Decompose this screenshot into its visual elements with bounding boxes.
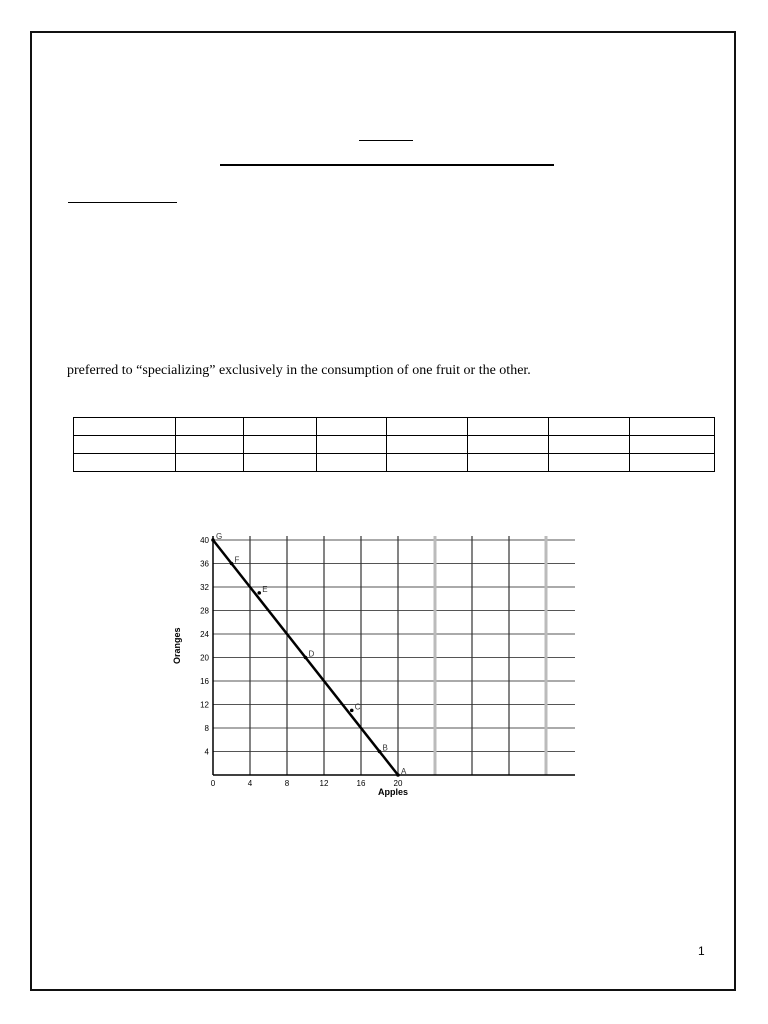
table-row xyxy=(74,454,715,472)
table-cell xyxy=(387,454,468,472)
page-number: 1 xyxy=(698,944,705,958)
point-b-label: B xyxy=(382,743,388,753)
point-c-marker xyxy=(350,709,354,713)
table-cell xyxy=(630,418,715,436)
point-e-marker xyxy=(257,591,261,595)
table-row xyxy=(74,436,715,454)
point-g-marker xyxy=(211,538,215,542)
table-cell xyxy=(630,454,715,472)
y-tick-label: 24 xyxy=(200,630,209,639)
y-tick-label: 4 xyxy=(204,747,209,757)
y-tick-label: 16 xyxy=(200,677,209,686)
table-cell xyxy=(244,418,317,436)
point-e-label: E xyxy=(262,584,268,594)
point-b-marker xyxy=(378,750,382,754)
table-row xyxy=(74,418,715,436)
y-tick-label: 36 xyxy=(200,559,209,569)
table-cell xyxy=(317,418,387,436)
table-cell xyxy=(549,418,630,436)
table-cell xyxy=(74,436,176,454)
y-tick-label: 20 xyxy=(200,653,209,663)
point-d-label: D xyxy=(308,649,315,659)
body-paragraph: preferred to “specializing” exclusively in the consumption of one fruit or the other. xyxy=(67,363,531,378)
table-cell xyxy=(176,436,244,454)
table-cell xyxy=(317,436,387,454)
table-cell xyxy=(176,454,244,472)
x-tick-label: 20 xyxy=(393,779,403,788)
x-tick-label: 16 xyxy=(356,779,366,788)
point-c-label: C xyxy=(354,702,361,712)
point-f-label: F xyxy=(234,555,240,565)
table-cell xyxy=(317,454,387,472)
table-cell xyxy=(549,454,630,472)
point-a-label: A xyxy=(401,767,407,776)
y-axis-title: Oranges xyxy=(172,627,182,665)
x-tick-label: 12 xyxy=(319,779,329,788)
page-frame xyxy=(30,31,736,991)
table-cell xyxy=(74,418,176,436)
table-cell xyxy=(468,454,549,472)
table-cell xyxy=(630,436,715,454)
chart-grid xyxy=(213,536,575,775)
y-tick-label: 28 xyxy=(200,606,209,616)
y-tick-label: 40 xyxy=(200,536,209,545)
table-cell xyxy=(468,418,549,436)
ppf-chart xyxy=(168,528,588,803)
subtitle-underline xyxy=(220,164,554,166)
table-cell xyxy=(387,436,468,454)
chart-labels xyxy=(172,532,408,797)
table-cell xyxy=(74,454,176,472)
point-f-marker xyxy=(230,562,234,566)
x-axis-title: Apples xyxy=(377,787,409,797)
x-tick-label: 4 xyxy=(247,779,253,788)
x-tick-label: 0 xyxy=(210,779,216,788)
data-table xyxy=(73,417,715,472)
table-cell xyxy=(468,436,549,454)
table-cell xyxy=(244,436,317,454)
point-a-marker xyxy=(396,773,400,777)
table-cell xyxy=(176,418,244,436)
chart-axes xyxy=(213,536,575,775)
x-tick-label: 8 xyxy=(284,779,290,788)
y-tick-label: 8 xyxy=(204,724,209,733)
title-underline xyxy=(359,140,413,141)
table-cell xyxy=(387,418,468,436)
point-g-label: G xyxy=(216,532,223,541)
y-tick-label: 12 xyxy=(200,700,209,710)
table-cell xyxy=(549,436,630,454)
section-heading-underline xyxy=(68,202,177,203)
y-tick-label: 32 xyxy=(200,583,209,592)
point-d-marker xyxy=(304,656,308,660)
table-cell xyxy=(244,454,317,472)
